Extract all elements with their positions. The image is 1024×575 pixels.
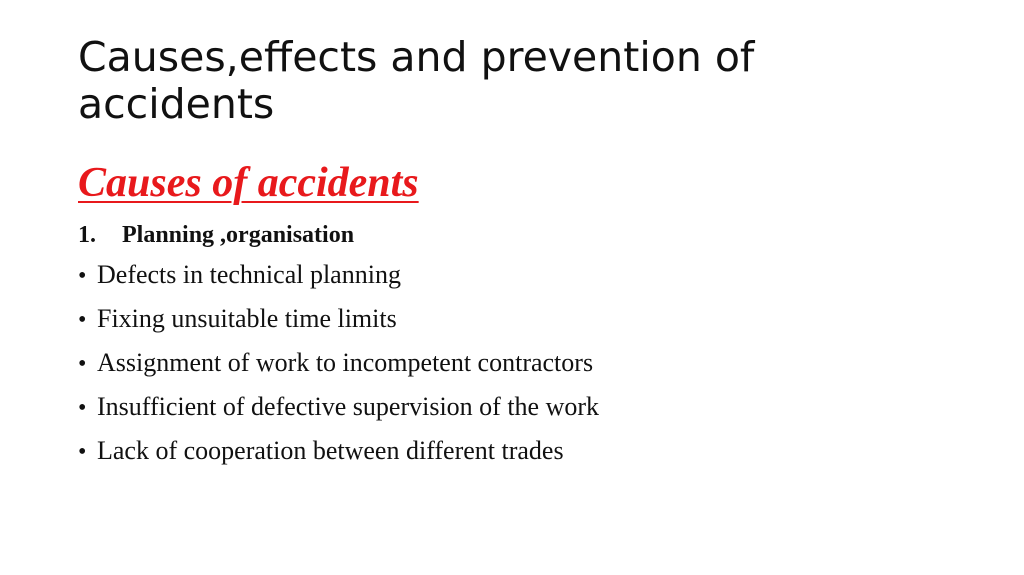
bullet-item (78, 304, 978, 335)
bullet-text: Insufficient of defective supervision of the work (97, 392, 600, 421)
section-heading: Causes of accidents (78, 160, 419, 206)
bullet-item (78, 392, 978, 423)
bullet-item (78, 436, 978, 467)
numbered-item-number: 1. (78, 222, 96, 248)
slide-title: Causes,effects and prevention of accidents (78, 33, 755, 128)
bullet-text: Defects in technical planning (97, 260, 401, 289)
bullet-text: Assignment of work to incompetent contractors (97, 348, 594, 377)
bullet-icon: • (78, 351, 87, 377)
bullet-icon: • (78, 439, 87, 465)
numbered-item (78, 220, 978, 250)
bullet-item (78, 260, 978, 291)
bullet-icon: • (78, 307, 87, 333)
slide-content (78, 158, 978, 480)
bullet-item (78, 348, 978, 379)
bullet-icon: • (78, 263, 87, 289)
bullet-icon: • (78, 395, 87, 421)
numbered-item-label: Planning ,organisation (122, 222, 355, 248)
bullet-text: Lack of cooperation between different trades (97, 436, 564, 465)
bullet-list (78, 260, 978, 467)
bullet-text: Fixing unsuitable time limits (97, 304, 397, 333)
